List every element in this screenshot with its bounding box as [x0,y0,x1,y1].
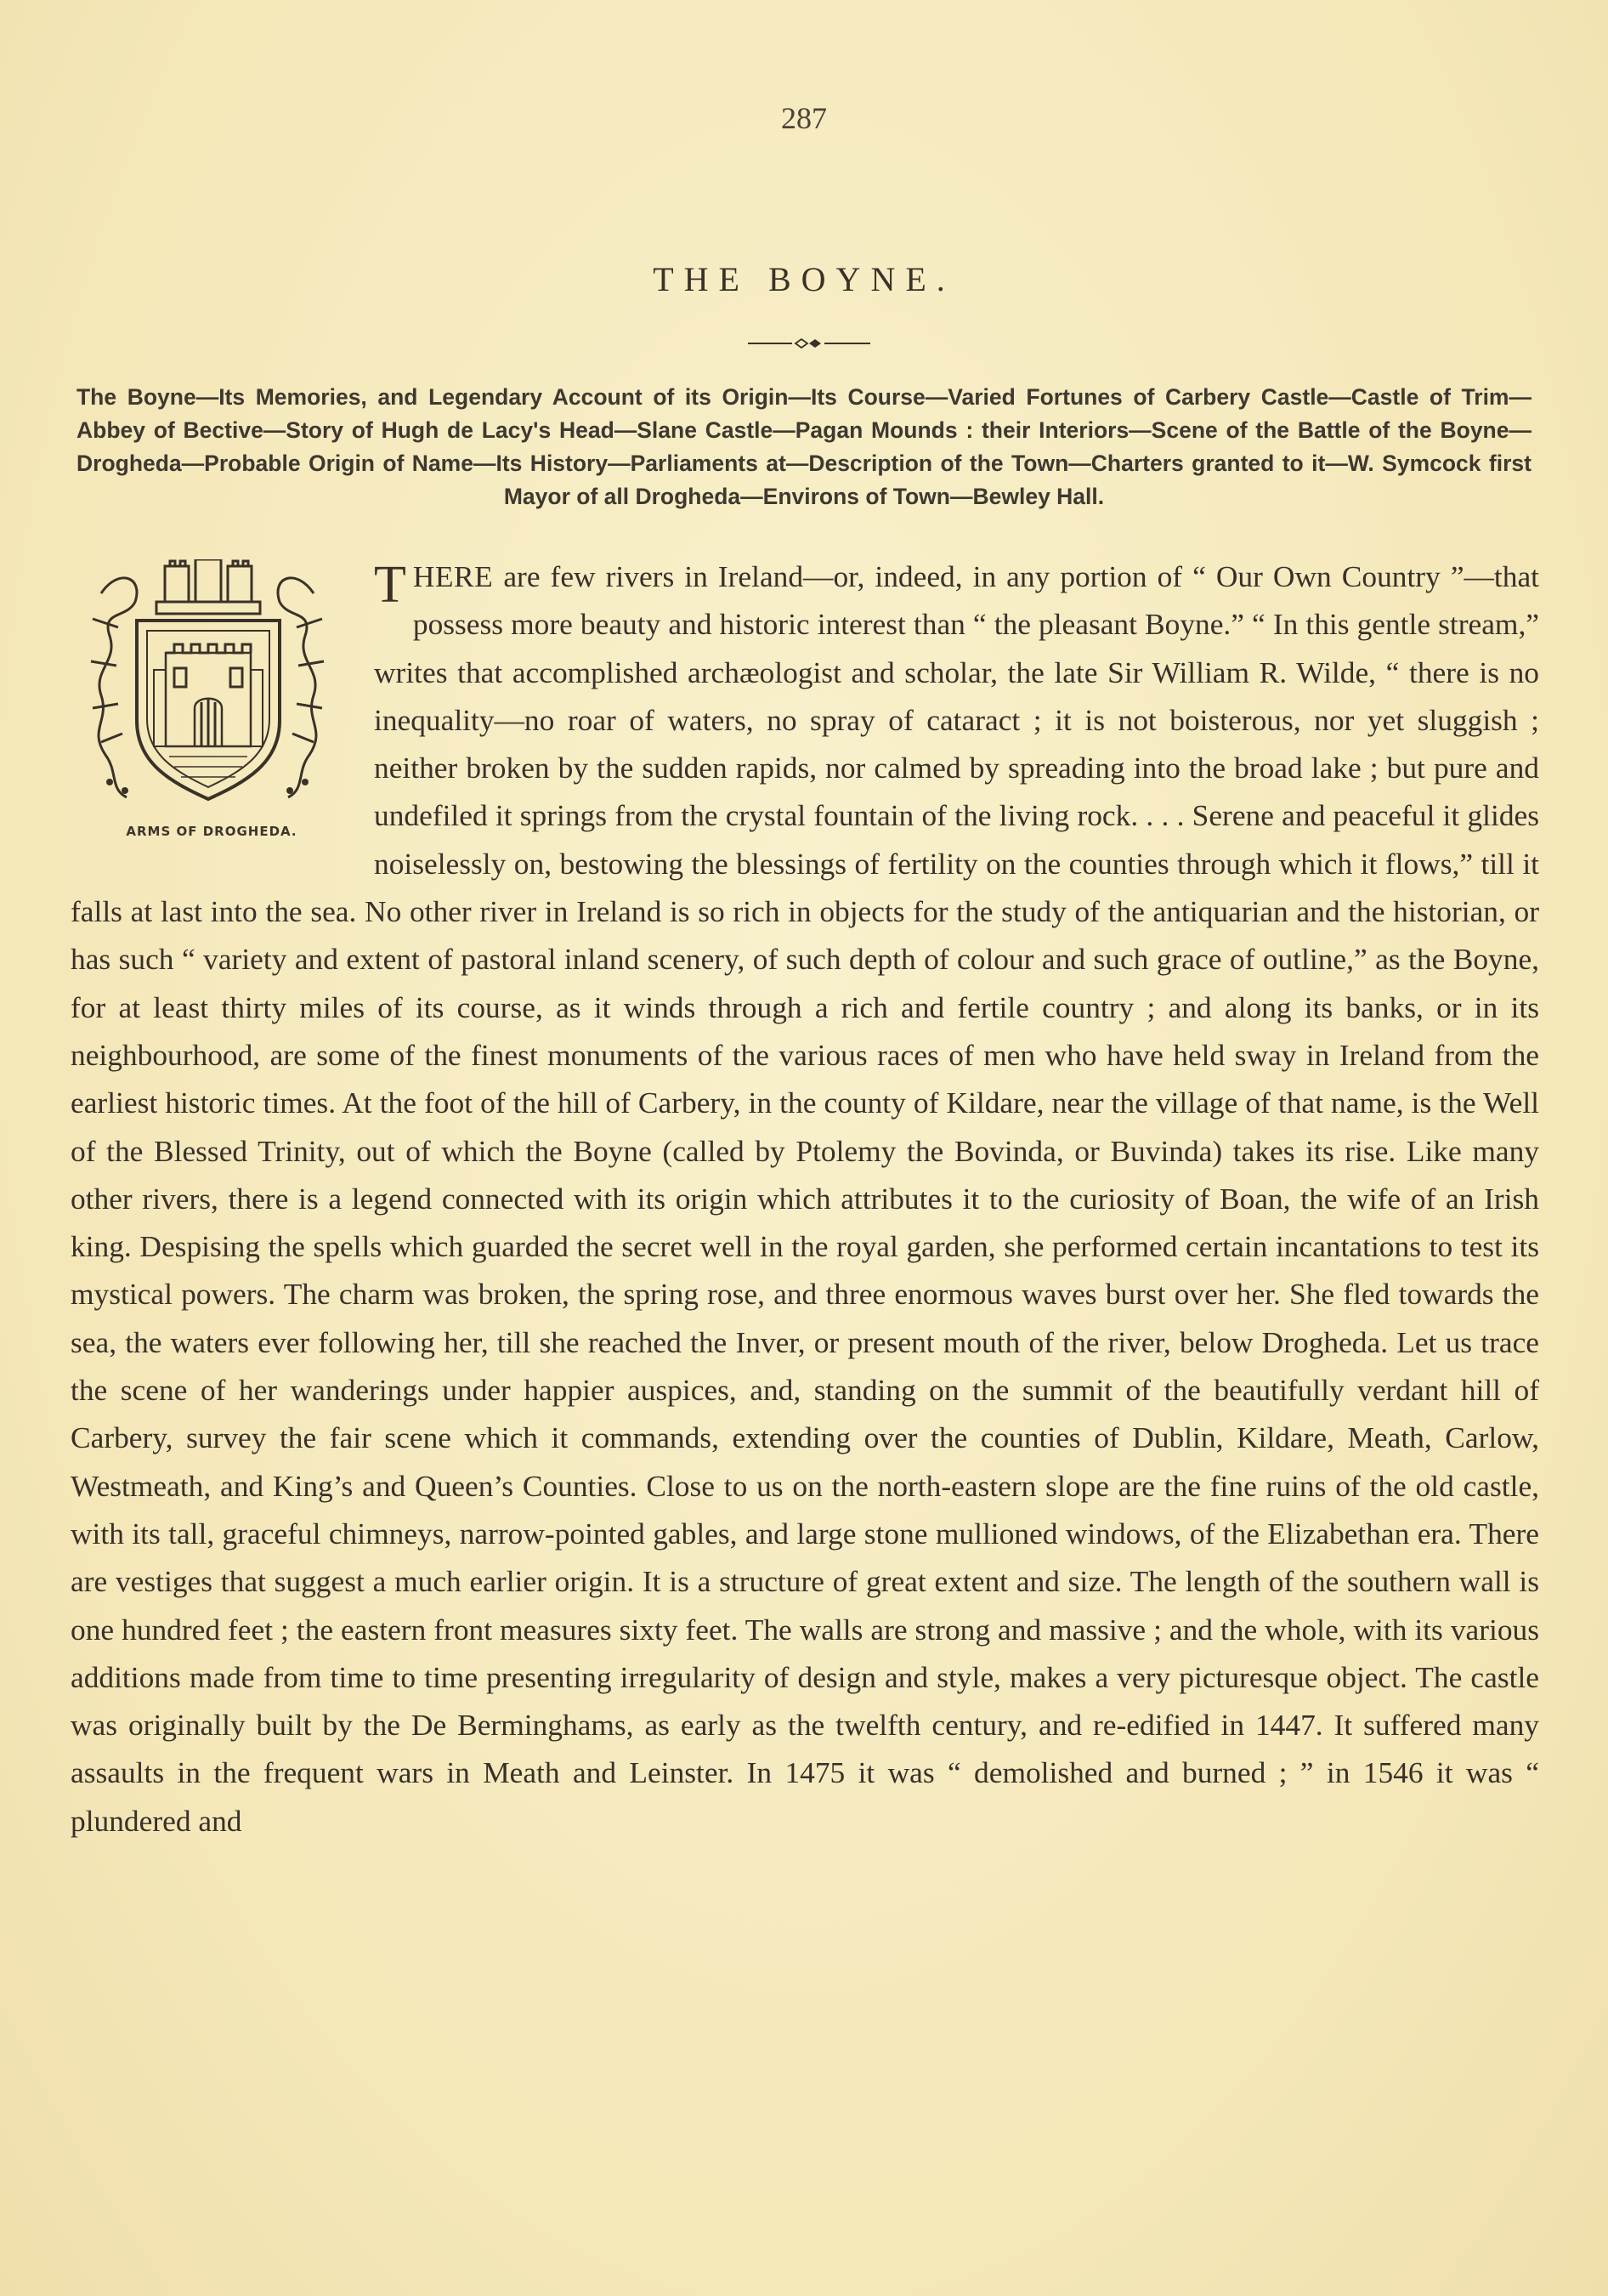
body-text [71,553,1539,1845]
chapter-title: THE BOYNE. [653,260,955,298]
body-paragraph: are few rivers in Ireland—or, indeed, in any portion of “ Our Own Country ”—that possess more beauty and historic interest than “ the pleasant Boyne.” “ In this gentle stream,” writes that accomplished archæologist and scholar, the late Sir William R. Wilde, “ there is no inequality—no roar of waters, no spray of cataract ; it is not boisterous, nor yet sluggish ; neither broken by the sudden rapids, nor calmed by spreading into the broad lake ; but pure and undefiled it springs from the crystal fountain of the living rock. . . . Serene and peaceful it glides noiselessly on, bestowing the blessings of fertility on the counties through which it flows,” till it falls at last into the sea. No other river in Ireland is so rich in objects for the study of the antiquarian and the historian, or has such “ variety and extent of pastoral inland scenery, of such depth of colour and such grace of outline,” as the Boyne, for at least thirty miles of its course, as it winds through a rich and fertile country ; and along its banks, or in its neighbourhood, are some of the finest monuments of the various races of men who have held sway in Ireland from the earliest historic times. At the foot of the hill of Carbery, in the county of Kildare, near the village of that name, is the Well of the Blessed Trinity, out of which the Boyne (called by Ptolemy the Bovinda, or Buvinda) takes its rise. Like many other rivers, there is a legend connected with its origin which attributes it to the curiosity of Boan, the wife of an Irish king. Despising the spells which guarded the secret well in the royal garden, she performed certain incantations to test its mystical powers. The charm was broken, the spring rose, and three enormous waves burst over her. She fled towards the sea, the waters ever following her, till she reached the Inver, or present mouth of the river, below Drogheda. Let us trace the scene of her wanderings under happier auspices, and, standing on the summit of the beautifully verdant hill of Carbery, survey the fair scene which it commands, extending over the counties of Dublin, Kildare, Meath, Carlow, Westmeath, and King’s and Queen’s Counties. Close to us on the north-eastern slope are the fine ruins of the old castle, with its tall, graceful chimneys, narrow-pointed gables, and large stone mullioned windows, of the Elizabethan era. There are vestiges that suggest a much earlier origin. It is a structure of great extent and size. The length of the southern wall is one hundred feet ; the eastern front measures sixty feet. The walls are strong and massive ; and the whole, with its various additions made from time to time presenting irregularity of design and style, makes a very picturesque object. The castle was originally built by the De Berminghams, as early as the twelfth century, and re-edified in 1447. It suffered many assaults in the frequent wars in Meath and Leinster. In 1475 it was “ demolished and burned ; ” in 1546 it was “ plundered and [71,559,1539,1838]
chapter-synopsis: The Boyne—Its Memories, and Legendary Account of its Origin—Its Course—Varied Fortunes of Carbery Castle—Castle of Trim—Abbey of Bective—Story of Hugh de Lacy's Head—Slane Castle—Pagan Mounds : their Interiors—Scene of the Battle of the Boyne—Drogheda—Probable Origin of Name—Its History—Parliaments at—Description of the Town—Charters granted to it—W. Symcock first Mayor of all Drogheda—Environs of Town—Bewley Hall. [76,384,1532,509]
ornament-divider-icon [748,333,870,354]
lead-caps: HERE [412,559,494,593]
illustration-caption: ARMS OF DROGHEDA. [126,824,297,839]
drop-cap: T [374,556,406,614]
arms-illustration [72,553,336,850]
page-number: 287 [781,101,827,135]
coat-of-arms-icon [84,559,331,814]
